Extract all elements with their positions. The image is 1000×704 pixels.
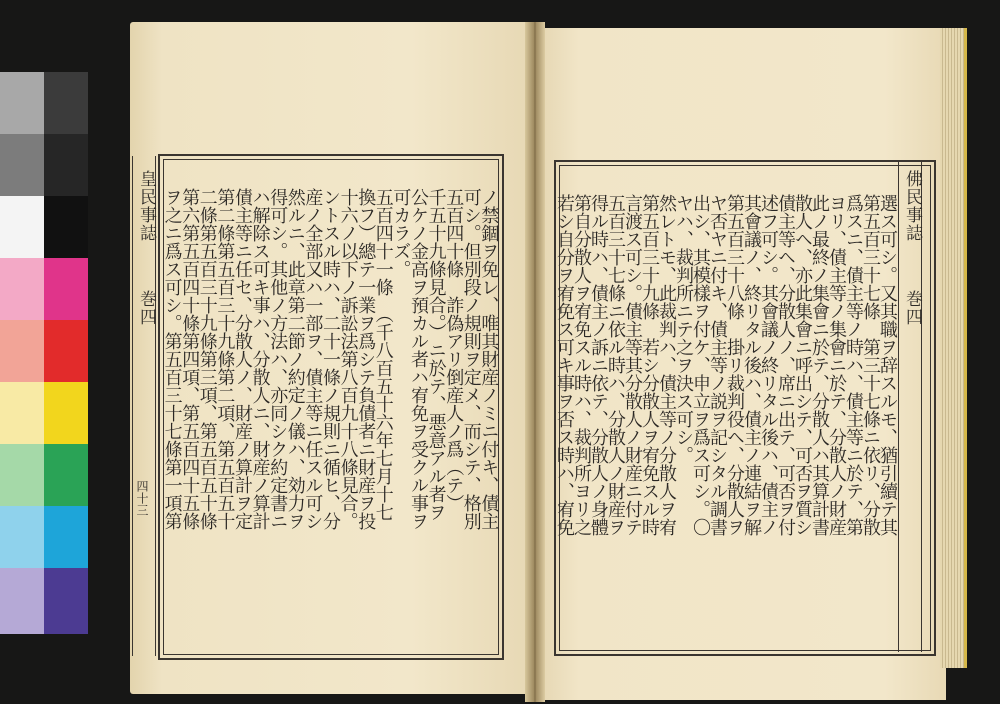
text-column: ノ禁錮ヲ免レ、唯其財産ノミニ付キ、債主 bbox=[478, 188, 500, 530]
text-column: 債主等ニ任セ、分散人ノ、財産ノ算計ヲ定 bbox=[232, 188, 253, 530]
text-column: 然ルニ、此章第二節ノ約定ノ儀ハ、効力ヲ bbox=[284, 188, 306, 530]
text-column: 公ケノ金高ヲ預カル者ハ宥免ヲ受クル事ヲ bbox=[408, 188, 429, 530]
text-column: 二條第五百三十九條第三項、第五百五十條 bbox=[196, 188, 218, 530]
text-column: 然レトモ、此裁判ハ、債主等ノ分散人ヲ宥 bbox=[656, 194, 677, 536]
swatch-white bbox=[0, 196, 44, 258]
text-column: ヤ否ヤニ付キ、債主等ノ説ヲ記シタル調書 bbox=[707, 194, 728, 536]
swatch-gray-4 bbox=[44, 134, 88, 196]
text-column: 此ノ最終ノ集會ニ於テ、分散人ハ其算計書 bbox=[809, 194, 830, 536]
text-column: 散人ヘ、亦此集會ニ呼出シテ、可否ヲ質シ bbox=[792, 194, 813, 536]
text-column: 出シ、其模樣ヲ付ケ、申立ヲ爲ス可シ。〇 bbox=[690, 194, 711, 536]
swatch-magenta bbox=[44, 258, 88, 320]
swatch-cyan bbox=[44, 506, 88, 568]
left-spine-volume: 巻四 bbox=[136, 290, 156, 326]
swatch-yellow bbox=[44, 382, 88, 444]
swatch-salmon bbox=[0, 320, 44, 382]
text-column: 第二條第五百三十九條第二項、第五百五十 bbox=[214, 188, 236, 530]
text-column: 可カラズ。 bbox=[390, 188, 412, 278]
text-column: 五百三十七條ニ依ル時ハ、分散人ノ財産ヲ bbox=[605, 194, 626, 536]
text-column: ントスル時ハ、二十一條ノ規則ニ循ヒ、分 bbox=[320, 188, 341, 530]
text-column: 第六第五百四十條第四項、第五百四十五條 bbox=[179, 188, 201, 530]
text-column: ヤハ、裁判所ニテ之ヲ決ス可シ。 bbox=[673, 194, 694, 464]
text-column: 若シ自分ヲ宥免ス可キ事ヲ否ス時ハ、宥免 bbox=[554, 194, 575, 536]
swatch-gray-2 bbox=[44, 72, 88, 134]
text-column: ヲ之ニ爲ス可シ。第五百三十七條第一項第 bbox=[161, 188, 183, 530]
text-column: 千五十九條見合。）ニ於テ、悪意アル者ヲ bbox=[425, 188, 447, 521]
text-column: 得可シ。其他ノ方法ハ、亦同シク約定書ニ bbox=[267, 188, 289, 530]
swatch-cream bbox=[0, 382, 44, 444]
open-book bbox=[120, 10, 960, 704]
text-column: 選ス可シ。又其職ヲ辞スルモ、猶引續テ其 bbox=[877, 194, 898, 536]
color-checker bbox=[0, 72, 88, 634]
swatch-green bbox=[44, 444, 88, 506]
left-spine-title: 皇民事誌 bbox=[136, 170, 156, 242]
left-folio: 四十三 bbox=[135, 480, 149, 516]
text-column: 爲スニ、債主等ノ時ハ、債主等ニ於テ、第 bbox=[843, 194, 864, 536]
text-column: 十六ノ以下ノ訴訟法第八百九十八條見合。 bbox=[337, 188, 359, 530]
swatch-sky bbox=[0, 506, 44, 568]
swatch-mint bbox=[0, 444, 44, 506]
text-column: 換フ）總テ一業ヲ爲シテ負債者ニ財産ヲ投 bbox=[355, 188, 377, 530]
right-spine-title: 佛民事誌 bbox=[902, 170, 922, 242]
swatch-gray-1 bbox=[0, 72, 44, 134]
page-edges bbox=[940, 28, 967, 668]
text-column: 第五百三十九條 若シ分散人ヲ宥免スル時 bbox=[639, 194, 660, 536]
swatch-gray-3 bbox=[0, 134, 44, 196]
text-column: 五百四十條 詐偽アリ倒産人ノ爲（テ） bbox=[443, 188, 465, 512]
swatch-violet bbox=[44, 568, 88, 634]
text-column: 得ル時ハ、債主ノ訴ニ依テ、分散人ノ身體 bbox=[588, 194, 609, 536]
swatch-black bbox=[44, 196, 88, 258]
book-gutter bbox=[525, 22, 545, 702]
text-column: 言渡ス可シ。債主等其分散人ノ財産ニ付テ bbox=[622, 194, 643, 536]
text-column: ハ解除ス可キ事ハ、分散人ニ、財産ノ算計 bbox=[249, 188, 271, 530]
text-column: ヨリ、債主等ノ集會ニ於テ、分散人ノ財産 bbox=[826, 194, 847, 536]
text-column: 第五百三十八條 掛リ裁判役ヘ、分散人ヲ bbox=[724, 194, 745, 536]
text-column: 第自分散人ヲ宥免スル時ハ、裁判所ヨリ之 bbox=[571, 194, 592, 536]
text-column: 可シ。但別段ノ規則ヲ定メ、而シテ、格別 bbox=[460, 188, 482, 530]
text-column: 述フ可シ。其會議ノ終リタル後ハ、債主ノ bbox=[758, 194, 779, 536]
text-column: 其會議ノ、終リタル後ハ、債主ノ連結ヲ解 bbox=[741, 194, 762, 536]
text-column: 五百四十一條 （千八百五十六年七月十七 bbox=[372, 188, 394, 521]
right-spine-volume: 巻四 bbox=[902, 290, 922, 326]
swatch-red bbox=[44, 320, 88, 382]
text-column: 産ノ全部又ハ一部ヲ、債主等ニ任スル可シ bbox=[302, 188, 324, 530]
text-column: 第五百三十七條 第三十七條ニ依リ、分散 bbox=[860, 194, 881, 536]
text-column: 債主等ヘ、分散人ノ、席ニ出テ、可否ヲ付 bbox=[775, 194, 796, 536]
swatch-lavender bbox=[0, 568, 44, 634]
swatch-pink bbox=[0, 258, 44, 320]
